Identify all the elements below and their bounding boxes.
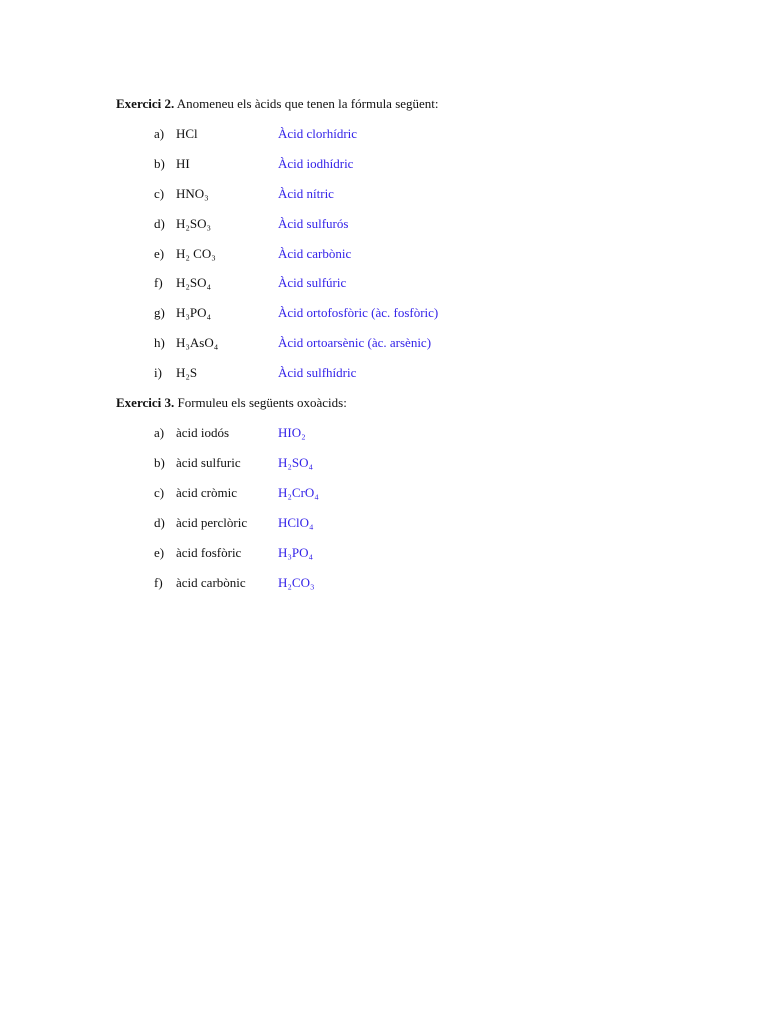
item-letter: c) — [154, 186, 165, 201]
exercise-3-instruction: Formuleu els següents oxoàcids: — [177, 395, 347, 410]
item-name: àcid perclòric — [176, 515, 248, 530]
exercise-2-label: Exercici 2. — [116, 96, 175, 111]
item-letter: f) — [154, 275, 163, 290]
item-letter: d) — [154, 216, 165, 231]
item-formula: H₃PO₄ — [176, 305, 212, 320]
item-answer: H₂CrO₄ — [278, 485, 319, 500]
item-answer: Àcid sulfhídric — [278, 365, 357, 380]
item-answer: Àcid ortofosfòric (àc. fosfòric) — [278, 305, 439, 320]
item-letter: b) — [154, 455, 165, 470]
item-answer: Àcid carbònic — [278, 246, 352, 261]
item-name: àcid sulfuric — [176, 455, 241, 470]
item-letter: a) — [154, 425, 165, 440]
item-letter: e) — [154, 545, 165, 560]
item-formula: H₂S — [176, 365, 198, 380]
item-answer: H₃PO₄ — [278, 545, 314, 560]
exercise-3-label: Exercici 3. — [116, 395, 175, 410]
item-answer: Àcid iodhídric — [278, 156, 354, 171]
item-formula: H₃AsO₄ — [176, 335, 219, 350]
item-name: àcid cròmic — [176, 485, 237, 500]
exercise-2-instruction: Anomeneu els àcids que tenen la fórmula següent: — [176, 96, 439, 111]
item-letter: d) — [154, 515, 165, 530]
item-answer: Àcid sulfúric — [278, 275, 347, 290]
item-name: àcid fosfòric — [176, 545, 242, 560]
item-letter: b) — [154, 156, 165, 171]
item-answer: HIO₂ — [278, 425, 306, 440]
item-letter: a) — [154, 126, 165, 141]
item-formula: H₂SO₃ — [176, 216, 212, 231]
item-answer: Àcid nítric — [278, 186, 334, 201]
item-answer: Àcid clorhídric — [278, 126, 358, 141]
item-letter: e) — [154, 246, 165, 261]
item-letter: i) — [154, 365, 162, 380]
item-letter: c) — [154, 485, 165, 500]
item-letter: f) — [154, 575, 163, 590]
exercise-2-heading — [116, 96, 439, 112]
item-answer: H₂CO₃ — [278, 575, 315, 590]
item-answer: Àcid ortoarsènic (àc. arsènic) — [278, 335, 432, 350]
item-letter: g) — [154, 305, 165, 320]
item-name: àcid iodós — [176, 425, 230, 440]
item-formula: HI — [176, 156, 190, 171]
item-name: àcid carbònic — [176, 575, 246, 590]
item-letter: h) — [154, 335, 165, 350]
exercise-3-heading — [116, 395, 347, 411]
item-answer: Àcid sulfurós — [278, 216, 349, 231]
item-answer: H₂SO₄ — [278, 455, 314, 470]
item-formula: H₂SO₄ — [176, 275, 212, 290]
item-answer: HClO₄ — [278, 515, 314, 530]
item-formula: HCl — [176, 126, 198, 141]
item-formula: H₂ CO₃ — [176, 246, 216, 261]
item-formula: HNO₃ — [176, 186, 209, 201]
